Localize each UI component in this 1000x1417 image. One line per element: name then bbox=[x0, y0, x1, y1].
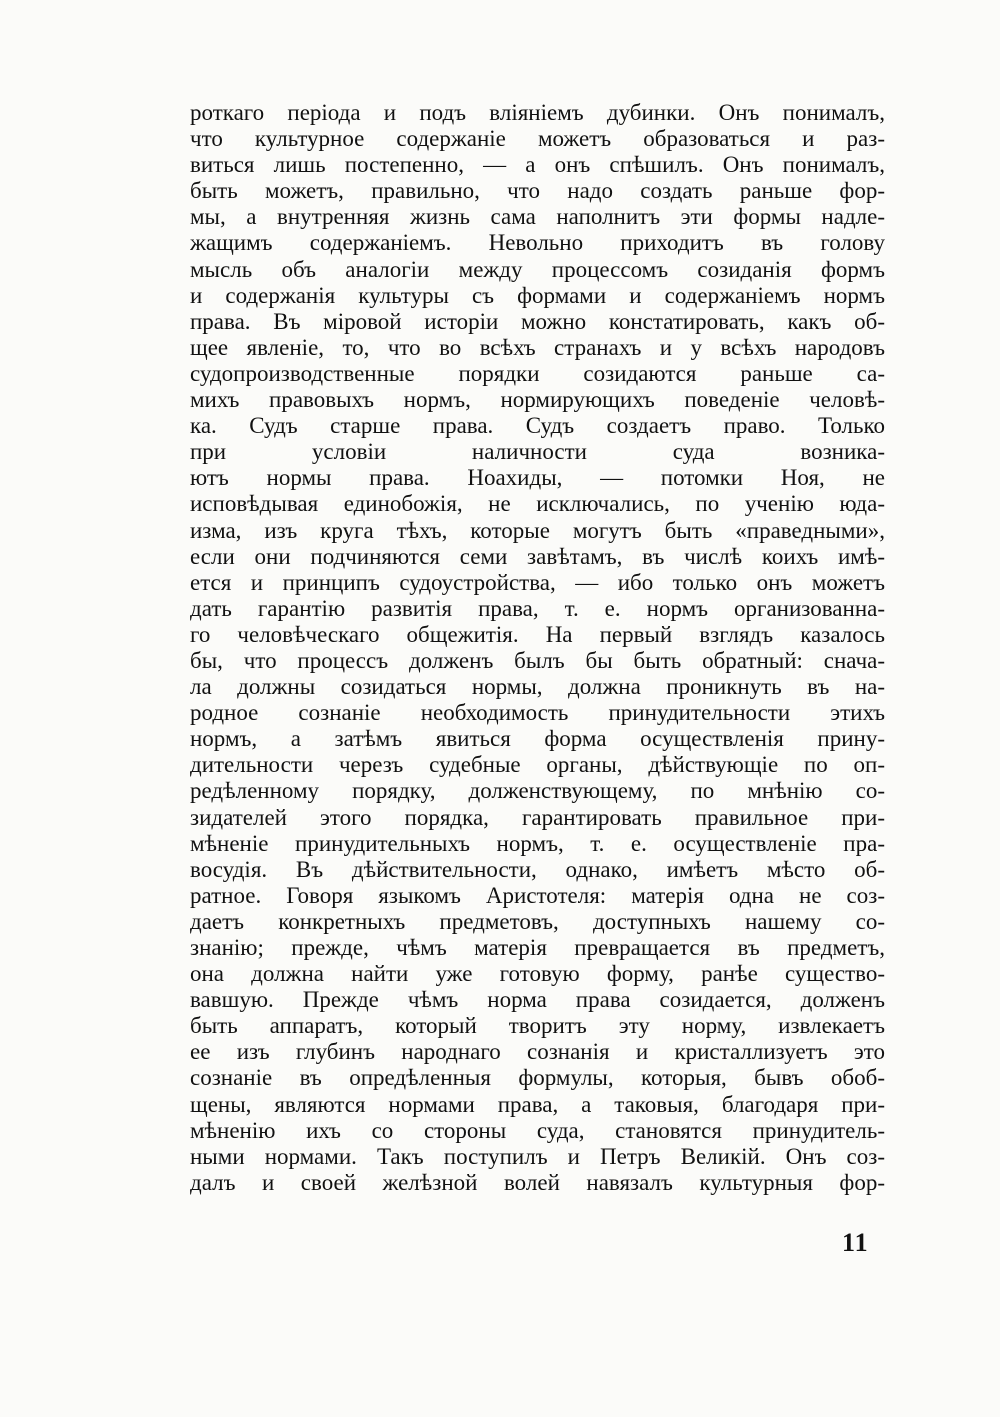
text-line: восудія. Въ дѣйствительности, однако, имѣетъ мѣсто об- bbox=[190, 856, 885, 882]
text-line: роткаго періода и подъ вліяніемъ дубинки. Онъ понималъ, bbox=[190, 100, 885, 125]
text-line: далъ и своей желѣзной волей навязалъ культурныя фор- bbox=[190, 1169, 885, 1195]
text-line: что культурное содержаніе можетъ образоваться и раз- bbox=[190, 126, 885, 152]
text-line: судопроизводственные порядки созидаются раньше са- bbox=[190, 360, 885, 386]
text-line: щее явленіе, то, что во всѣхъ странахъ и у всѣхъ народовъ bbox=[190, 334, 885, 360]
text-line: мѣненію ихъ со стороны суда, становятся принудитель- bbox=[190, 1117, 885, 1143]
text-line: вавшую. Прежде чѣмъ норма права созидается, долженъ bbox=[190, 987, 885, 1013]
text-line: жащимъ содержаніемъ. Невольно приходитъ въ голову bbox=[190, 230, 885, 256]
text-line: дительности черезъ судебные органы, дѣйствующіе по оп- bbox=[190, 752, 885, 778]
text-line: ными нормами. Такъ поступилъ и Петръ Великій. Онъ соз- bbox=[190, 1143, 885, 1169]
text-line: ратное. Говоря языкомъ Аристотеля: матерія одна не соз- bbox=[190, 882, 885, 908]
text-line: михъ правовыхъ нормъ, нормирующихъ поведеніе человѣ- bbox=[190, 387, 885, 413]
text-line: знанію; прежде, чѣмъ матерія превращается въ предметъ, bbox=[190, 935, 885, 960]
text-line: при условіи наличности суда возника- bbox=[190, 439, 885, 465]
text-line: исповѣдывая единобожія, не исключались, по ученію юда- bbox=[190, 491, 885, 517]
text-line: мы, а внутренняя жизнь сама наполнитъ эти формы надле- bbox=[190, 204, 885, 230]
text-line: дать гарантію развитія права, т. е. нормъ организованна- bbox=[190, 595, 885, 621]
text-line: ла должны созидаться нормы, должна проникнуть въ на- bbox=[190, 674, 885, 700]
text-line: нормъ, а затѣмъ явиться форма осуществленія прину- bbox=[190, 726, 885, 752]
text-line: ется и принципъ судоустройства, — ибо только онъ можетъ bbox=[190, 569, 885, 595]
text-line: она должна найти уже готовую форму, ранѣе существо- bbox=[190, 961, 885, 987]
text-line: и содержанія культуры съ формами и содержаніемъ нормъ bbox=[190, 282, 885, 308]
text-line: щены, являются нормами права, а таковыя, благодаря при- bbox=[190, 1091, 885, 1117]
text-line: го человѣческаго общежитія. На первый взглядъ казалось bbox=[190, 621, 885, 647]
text-line: ее изъ глубинъ народнаго сознанія и кристаллизуетъ это bbox=[190, 1039, 885, 1065]
text-line: быть аппаратъ, который творитъ эту норму, извлекаетъ bbox=[190, 1013, 885, 1039]
text-line: ютъ нормы права. Ноахиды, — потомки Ноя, не bbox=[190, 465, 885, 491]
text-line: быть можетъ, правильно, что надо создать раньше фор- bbox=[190, 178, 885, 204]
text-line: если они подчиняются семи завѣтамъ, въ числѣ коихъ имѣ- bbox=[190, 543, 885, 569]
text-line: зидателей этого порядка, гарантировать правильное при- bbox=[190, 804, 885, 830]
text-line: мѣненіе принудительныхъ нормъ, т. е. осуществленіе пра- bbox=[190, 830, 885, 856]
text-line: сознаніе въ опредѣленныя формулы, которыя, бывъ обоб- bbox=[190, 1065, 885, 1091]
text-line: изма, изъ круга тѣхъ, которые могутъ быть «праведными», bbox=[190, 517, 885, 543]
text-line: даетъ конкретныхъ предметовъ, доступныхъ нашему со- bbox=[190, 908, 885, 934]
text-line: виться лишь постепенно, — а онъ спѣшилъ. Онъ понималъ, bbox=[190, 152, 885, 178]
text-line: бы, что процессъ долженъ былъ бы быть обратный: снача- bbox=[190, 647, 885, 673]
text-line: ка. Судъ старше права. Судъ создаетъ право. Только bbox=[190, 413, 885, 439]
text-line: редѣленному порядку, долженствующему, по мнѣнію со- bbox=[190, 778, 885, 804]
text-line: мысль объ аналогіи между процессомъ созиданія формъ bbox=[190, 256, 885, 282]
text-line: права. Въ міровой исторіи можно констатировать, какъ об- bbox=[190, 308, 885, 334]
body-text bbox=[190, 100, 885, 1196]
page-number: 11 bbox=[842, 1228, 869, 1257]
text-line: родное сознаніе необходимость принудительности этихъ bbox=[190, 700, 885, 726]
